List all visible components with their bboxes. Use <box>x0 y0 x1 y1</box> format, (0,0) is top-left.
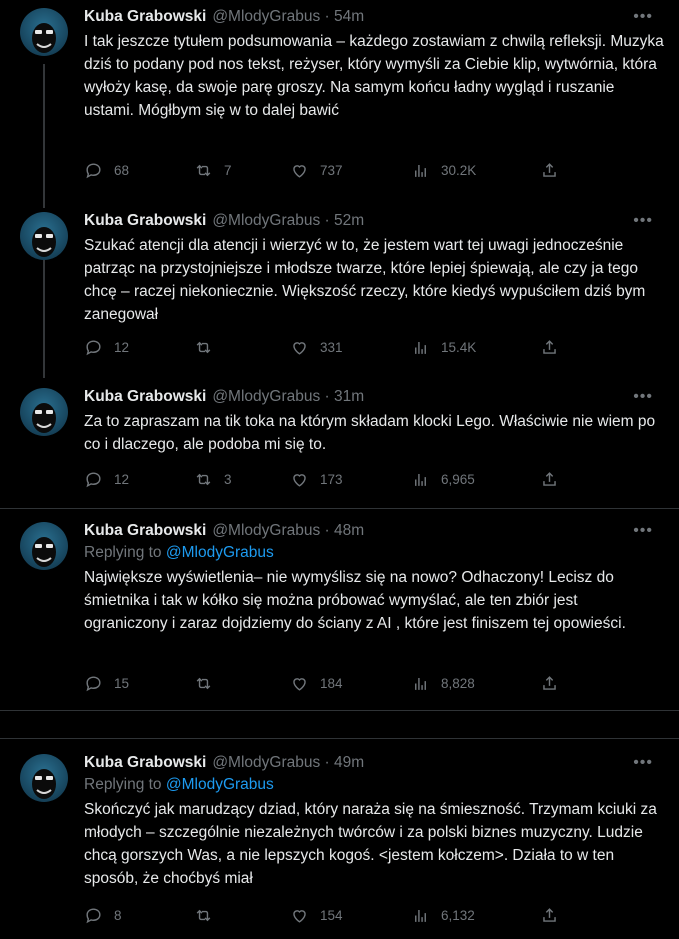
share-icon <box>540 338 559 357</box>
more-icon[interactable]: ••• <box>633 522 653 539</box>
views-button[interactable] <box>411 468 475 490</box>
retweet-button[interactable] <box>194 159 232 181</box>
like-count: 184 <box>320 675 343 691</box>
reply-button[interactable] <box>84 904 122 926</box>
retweet-button[interactable] <box>194 672 224 694</box>
tweet[interactable] <box>0 204 679 378</box>
views-button[interactable] <box>411 159 476 181</box>
divider <box>0 508 679 509</box>
share-icon <box>540 906 559 925</box>
tweet[interactable] <box>0 0 679 196</box>
retweet-count: 7 <box>224 162 232 178</box>
views-count: 6,132 <box>441 907 475 923</box>
share-icon <box>540 161 559 180</box>
reply-icon <box>84 906 103 925</box>
like-button[interactable] <box>290 468 343 490</box>
like-button[interactable] <box>290 336 343 358</box>
like-count: 154 <box>320 907 343 923</box>
avatar[interactable] <box>20 212 68 260</box>
author-handle[interactable]: @MlodyGrabus · 54m <box>212 8 365 25</box>
author-name[interactable]: Kuba Grabowski <box>84 754 207 771</box>
like-icon <box>290 338 309 357</box>
share-button[interactable] <box>540 159 559 181</box>
author-handle[interactable]: @MlodyGrabus · 49m <box>212 754 365 771</box>
reply-icon <box>84 161 103 180</box>
divider <box>0 738 679 739</box>
reply-count: 68 <box>114 162 130 178</box>
reply-icon <box>84 338 103 357</box>
like-button[interactable] <box>290 904 343 926</box>
replying-to-label: Replying to <box>84 544 166 561</box>
share-icon <box>540 674 559 693</box>
reply-count: 12 <box>114 471 130 487</box>
tweet[interactable] <box>0 380 679 510</box>
share-button[interactable] <box>540 468 559 490</box>
views-button[interactable] <box>411 336 476 358</box>
replying-to-label: Replying to <box>84 776 166 793</box>
share-button[interactable] <box>540 672 559 694</box>
reply-button[interactable] <box>84 468 129 490</box>
retweet-icon <box>194 338 213 357</box>
like-icon <box>290 470 309 489</box>
more-icon[interactable]: ••• <box>633 8 653 25</box>
like-icon <box>290 906 309 925</box>
reply-icon <box>84 470 103 489</box>
author-name[interactable]: Kuba Grabowski <box>84 8 207 25</box>
like-count: 173 <box>320 471 343 487</box>
views-icon <box>411 674 430 693</box>
tweet-text: Za to zapraszam na tik toka na którym składam klocki Lego. Właściwie nie wiem po co i dlaczego, ale podoba mi się to. <box>84 413 656 453</box>
retweet-icon <box>194 470 213 489</box>
author-handle[interactable]: @MlodyGrabus · 52m <box>212 212 365 229</box>
reply-button[interactable] <box>84 336 129 358</box>
author-handle[interactable]: @MlodyGrabus · 48m <box>212 522 365 539</box>
author-name[interactable]: Kuba Grabowski <box>84 388 207 405</box>
views-button[interactable] <box>411 904 475 926</box>
replying-to <box>84 774 659 796</box>
views-icon <box>411 338 430 357</box>
tweet-text: Szukać atencji dla atencji i wierzyć w to, że jestem wart tej uwagi jednocześnie patrząc na przystojniejsze i młodsze twarze, które lepiej śpiewają, ale czy ja tego chcę – raczej niekoniecznie. Większość rzeczy, które kiedyś wypuściłem dziś bym zanegował <box>84 237 646 323</box>
replying-to <box>84 542 659 564</box>
like-icon <box>290 674 309 693</box>
avatar[interactable] <box>20 8 68 56</box>
reply-count: 15 <box>114 675 130 691</box>
tweet-text: Skończyć jak marudzący dziad, który naraża się na śmieszność. Trzymam kciuki za młodych – szczególnie niezależnych twórców i za polski biznes muzyczny. Ludzie chcą gorszych Was, a nie lepszych kogoś. <jestem kołczem>. Działa to w ten sposób, że choćbyś miał <box>84 801 657 887</box>
more-icon[interactable]: ••• <box>633 388 653 405</box>
views-icon <box>411 906 430 925</box>
author-name[interactable]: Kuba Grabowski <box>84 522 207 539</box>
retweet-icon <box>194 906 213 925</box>
more-icon[interactable]: ••• <box>633 754 653 771</box>
author-handle[interactable]: @MlodyGrabus · 31m <box>212 388 365 405</box>
like-icon <box>290 161 309 180</box>
views-count: 15.4K <box>441 339 477 355</box>
author-name[interactable]: Kuba Grabowski <box>84 212 207 229</box>
views-count: 30.2K <box>441 162 477 178</box>
reply-icon <box>84 674 103 693</box>
replying-to-link[interactable]: @MlodyGrabus <box>165 776 274 793</box>
like-count: 737 <box>320 162 343 178</box>
avatar[interactable] <box>20 754 68 802</box>
retweet-button[interactable] <box>194 336 224 358</box>
retweet-icon <box>194 161 213 180</box>
like-button[interactable] <box>290 672 343 694</box>
reply-button[interactable] <box>84 159 129 181</box>
reply-count: 8 <box>114 907 122 923</box>
retweet-icon <box>194 674 213 693</box>
tweet[interactable] <box>0 746 679 939</box>
views-icon <box>411 161 430 180</box>
views-button[interactable] <box>411 672 475 694</box>
share-icon <box>540 470 559 489</box>
views-icon <box>411 470 430 489</box>
tweet-text: Największe wyświetlenia– nie wymyślisz się na nowo? Odhaczony! Lecisz do śmietnika i tak w kółko się można próbować wymyślać, ale ten zbiór jest ograniczony i zaraz dojdziemy do ściany z AI , które jest finiszem tej opowieści. <box>84 569 626 632</box>
like-count: 331 <box>320 339 343 355</box>
reply-count: 12 <box>114 339 130 355</box>
views-count: 8,828 <box>441 675 475 691</box>
share-button[interactable] <box>540 336 559 358</box>
retweet-count: 3 <box>224 471 232 487</box>
share-button[interactable] <box>540 904 559 926</box>
avatar[interactable] <box>20 522 68 570</box>
views-count: 6,965 <box>441 471 475 487</box>
replying-to-link[interactable]: @MlodyGrabus <box>165 544 274 561</box>
retweet-button[interactable] <box>194 904 224 926</box>
tweet-text: I tak jeszcze tytułem podsumowania – każdego zostawiam z chwilą refleksji. Muzyka dziś to podany pod nos tekst, reżyser, który wymyśli za Ciebie klip, wytwórnia, która wyłoży kasę, da swoje parę groszy. Na samym końcu ładny wygląd i ruszanie ustami. Mógłbym się w to dalej bawić <box>84 33 664 119</box>
tweet[interactable] <box>0 514 679 710</box>
reply-button[interactable] <box>84 672 129 694</box>
avatar[interactable] <box>20 388 68 436</box>
like-button[interactable] <box>290 159 343 181</box>
divider <box>0 710 679 711</box>
more-icon[interactable]: ••• <box>633 212 653 229</box>
retweet-button[interactable] <box>194 468 232 490</box>
